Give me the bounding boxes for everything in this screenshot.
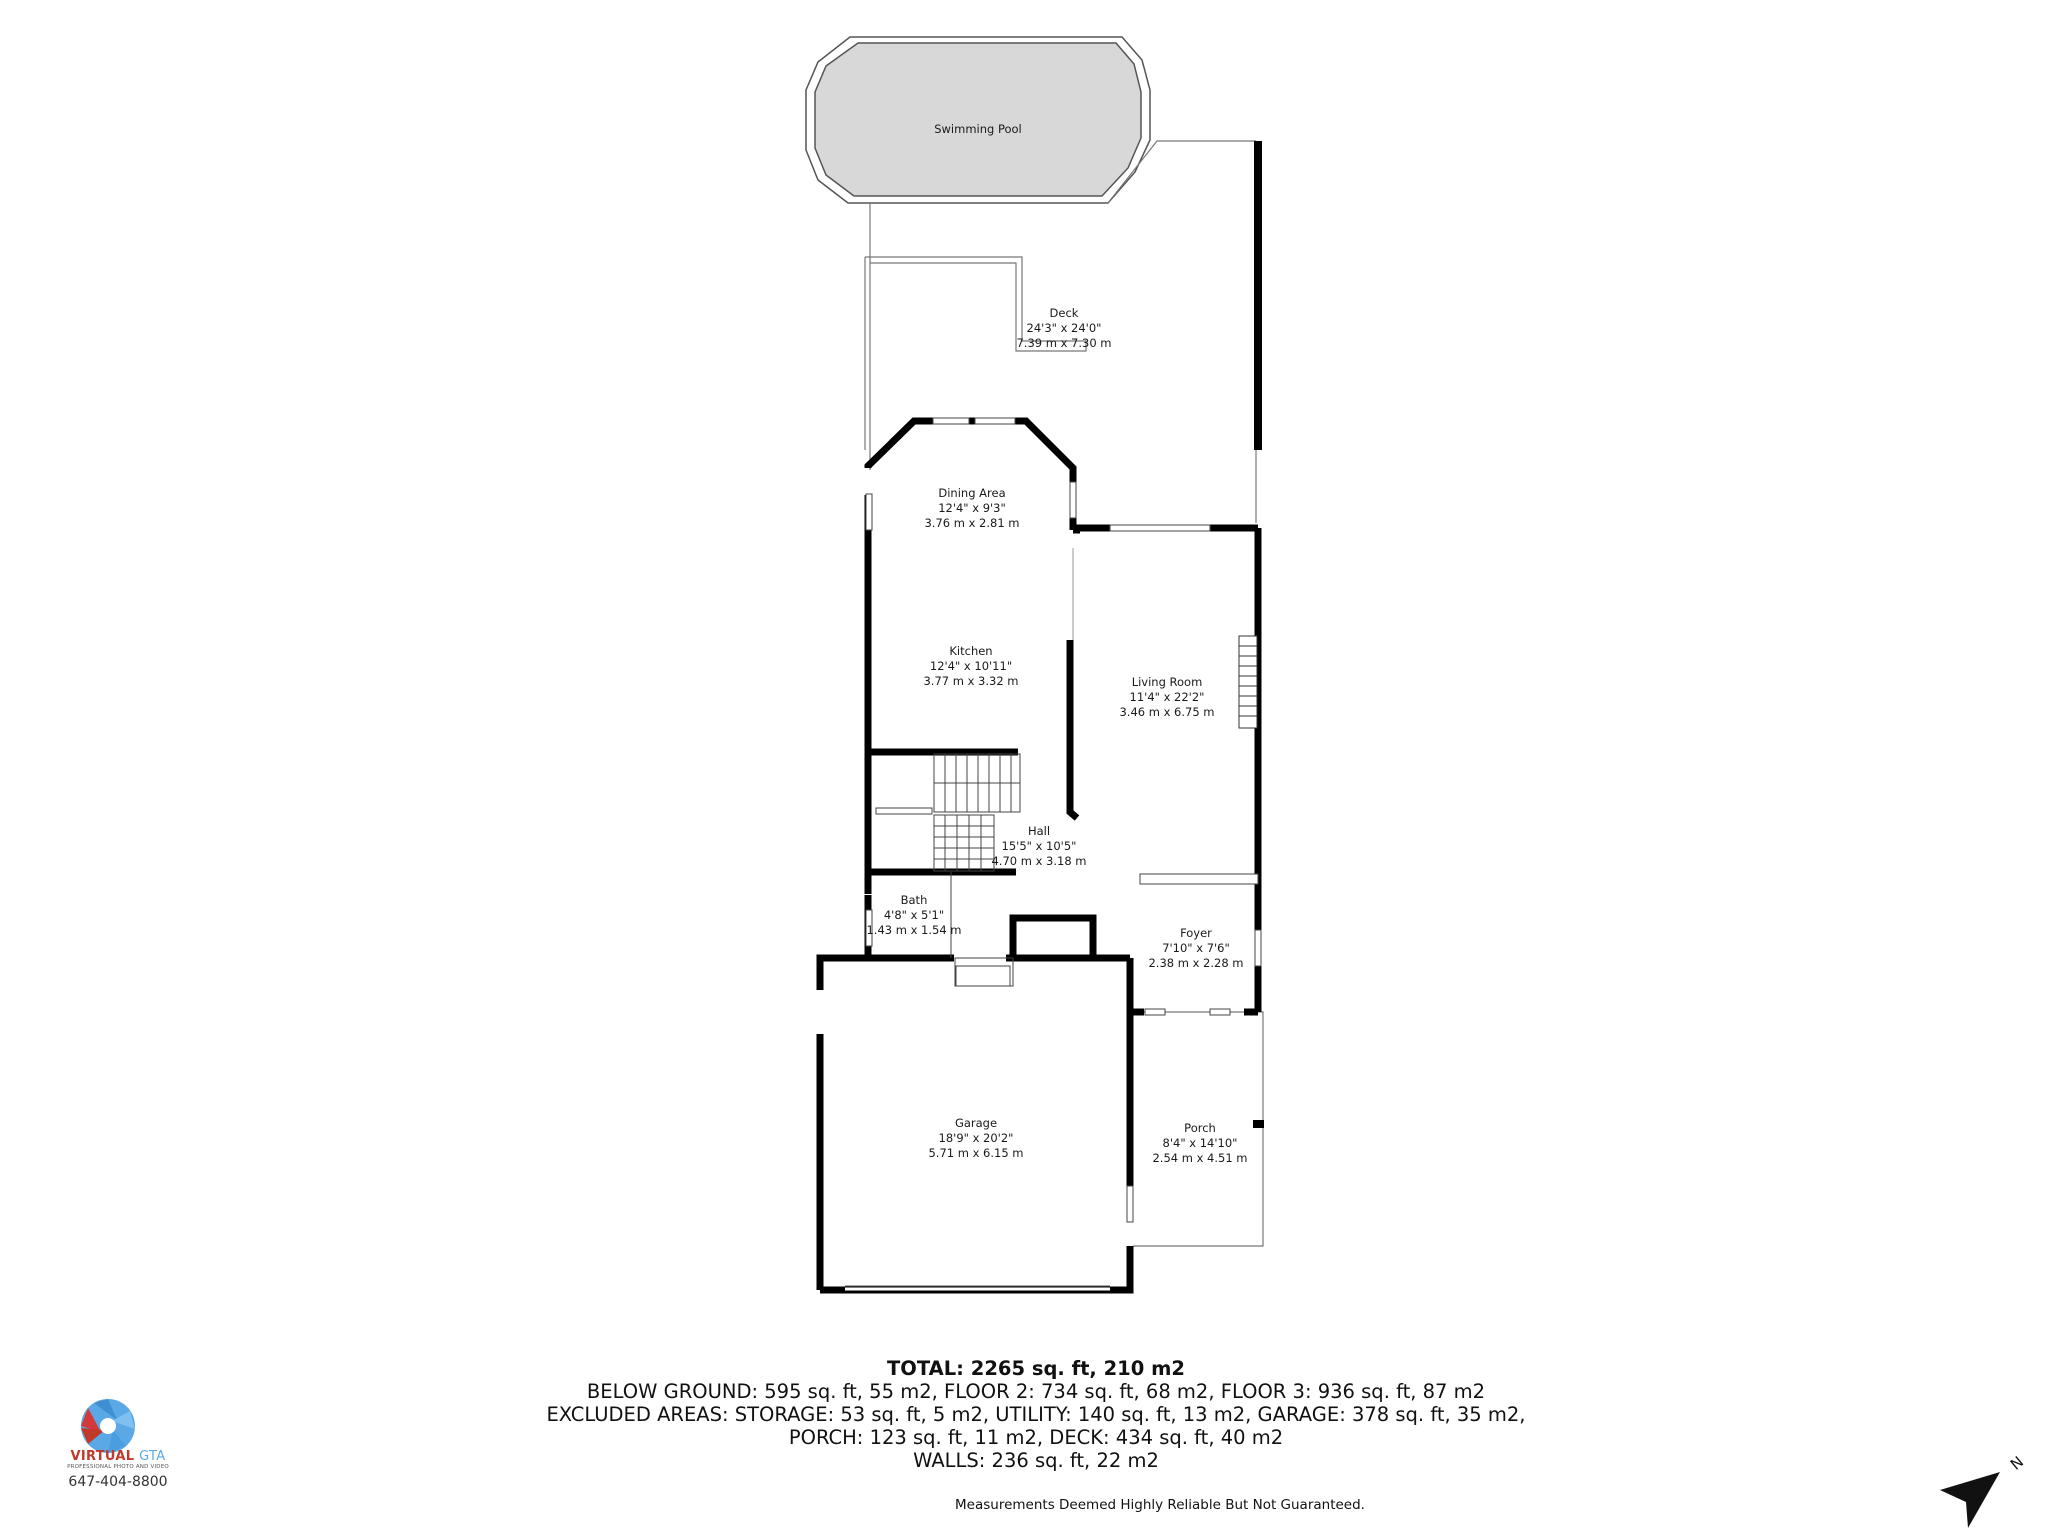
north-arrow-icon: [1940, 1453, 2027, 1528]
north-label: N: [2006, 1452, 2028, 1474]
logo-tagline: PROFESSIONAL PHOTO AND VIDEO: [67, 1464, 169, 1470]
summary-line-1: BELOW GROUND: 595 sq. ft, 55 m2, FLOOR 2: 734 sq. ft, 68 m2, FLOOR 3: 936 sq. ft, 87 m2: [586, 1380, 1486, 1403]
summary-line-2: EXCLUDED AREAS: STORAGE: 53 sq. ft, 5 m2, UTILITY: 140 sq. ft, 13 m2, GARAGE: 378 sq. ft, 35 m2,: [546, 1403, 1526, 1426]
living-name: Living Room: [1131, 675, 1203, 689]
porch-metric: 2.54 m x 4.51 m: [1152, 1151, 1248, 1165]
porch-imperial: 8'4" x 14'10": [1162, 1136, 1238, 1150]
kitchen-metric: 3.77 m x 3.32 m: [923, 674, 1019, 688]
deck-metric: 7.39 m x 7.30 m: [1016, 336, 1112, 350]
garage-metric: 5.71 m x 6.15 m: [928, 1146, 1024, 1160]
logo-wordmark: [58, 1449, 178, 1464]
fireplace: [1239, 636, 1257, 728]
foyer-metric: 2.38 m x 2.28 m: [1148, 956, 1244, 970]
area-summary: [480, 1357, 1592, 1472]
bath-metric: 1.43 m x 1.54 m: [866, 923, 962, 937]
dining-name: Dining Area: [938, 486, 1006, 500]
summary-line-4: WALLS: 236 sq. ft, 22 m2: [913, 1449, 1159, 1472]
deck-name: Deck: [1049, 306, 1079, 320]
logo-phone: 647-404-8800: [68, 1474, 168, 1490]
hall-counter: [1140, 874, 1258, 884]
windows: [866, 418, 1261, 1222]
room-labels: [866, 122, 1247, 1165]
porch-name: Porch: [1184, 1121, 1216, 1135]
total-area: TOTAL: 2265 sq. ft, 210 m2: [887, 1357, 1185, 1380]
disclaimer: Measurements Deemed Highly Reliable But Not Guaranteed.: [955, 1497, 1365, 1513]
hall-name: Hall: [1027, 824, 1051, 838]
dining-metric: 3.76 m x 2.81 m: [924, 516, 1020, 530]
dining-imperial: 12'4" x 9'3": [938, 501, 1006, 515]
garage-imperial: 18'9" x 20'2": [938, 1131, 1014, 1145]
kitchen-name: Kitchen: [949, 644, 993, 658]
summary-line-3: PORCH: 123 sq. ft, 11 m2, DECK: 434 sq. ft, 40 m2: [788, 1426, 1284, 1449]
pool-name: Swimming Pool: [934, 122, 1022, 136]
kitchen-imperial: 12'4" x 10'11": [929, 659, 1013, 673]
garage-name: Garage: [954, 1116, 998, 1130]
logo-brand-red: VIRTUAL: [70, 1449, 135, 1464]
hall-imperial: 15'5" x 10'5": [1001, 839, 1077, 853]
swimming-pool: [806, 37, 1150, 203]
deck-imperial: 24'3" x 24'0": [1026, 321, 1102, 335]
bath-name: Bath: [900, 893, 928, 907]
logo-brand-blue: GTA: [139, 1449, 166, 1464]
living-metric: 3.46 m x 6.75 m: [1119, 705, 1215, 719]
foyer-name: Foyer: [1180, 926, 1212, 940]
living-imperial: 11'4" x 22'2": [1129, 690, 1205, 704]
foyer-imperial: 7'10" x 7'6": [1162, 941, 1230, 955]
bath-imperial: 4'8" x 5'1": [883, 908, 945, 922]
hall-metric: 4.70 m x 3.18 m: [991, 854, 1087, 868]
